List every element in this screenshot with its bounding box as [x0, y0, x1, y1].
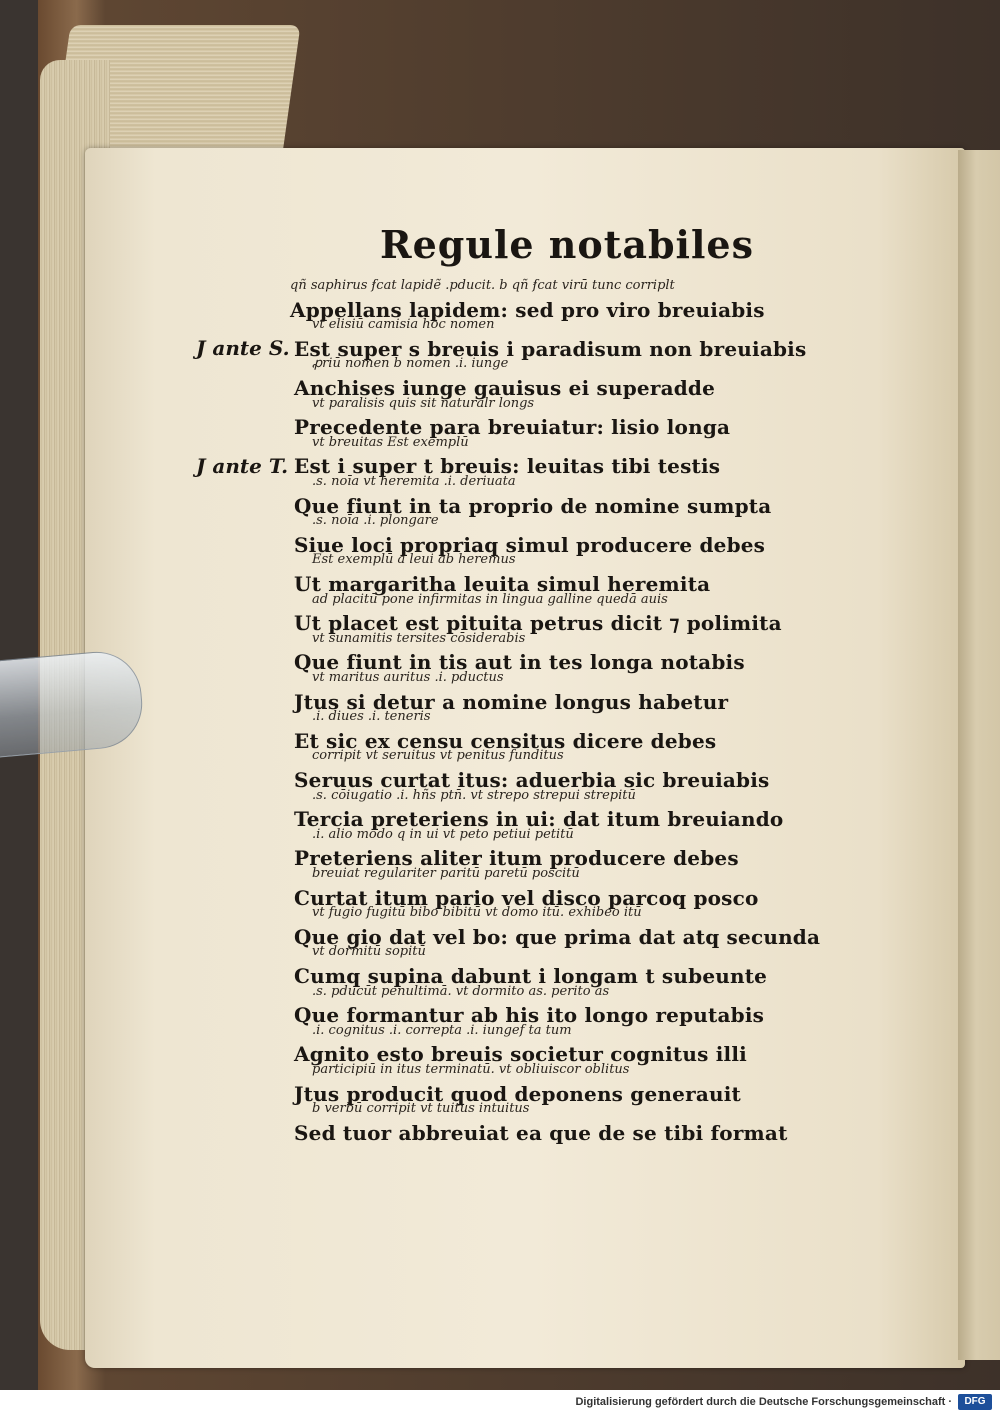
verse-line: Sed tuor abbreuiat ea que de se tibi format [294, 1120, 788, 1145]
footer-credit: Digitalisierung gefördert durch die Deutsche Forschungsgemeinschaft · [575, 1396, 952, 1408]
verse-line: Ut placet est pituita petrus dicit ⁊ polimita [294, 611, 782, 636]
verse-line: Siue loci propriaq simul producere debes [294, 532, 766, 557]
gloss-line: vt maritus auritus .i. pductus [312, 670, 504, 685]
verse-line: Est i super t breuis: leuitas tibi testis [294, 454, 721, 479]
verse-line: Seruus curtat itus: aduerbia sic breuiabis [294, 768, 770, 792]
gloss-line: Est exemplū a leui ab heremus [312, 552, 516, 568]
verse-line: Precedente para breuiatur: lisio longa [294, 415, 731, 440]
margin-note: J ante T. [196, 454, 289, 478]
verse-line: Cumq supina dabunt i longam t subeunte [294, 964, 768, 988]
gloss-line: qñ saphirus ẜcat lapidẽ .pducit. b qñ ẜcat virū tunc corriplt [290, 278, 675, 293]
verse-line: Que fiunt in ta proprio de nomine sumpta [294, 493, 772, 518]
footer-bar [0, 1390, 1000, 1416]
verse-line: Curtat itum pario vel disco parcoq posco [294, 885, 759, 910]
gloss-line: .s. noīa .i. plongare [312, 513, 439, 529]
gloss-line: vt fugio fugitū bibo bibitū vt domo itū. exhibeo itū [312, 905, 642, 921]
gloss-line: .s. noīa vt heremita .i. deriuata [312, 474, 516, 489]
page-title: Regule notabiles [380, 222, 754, 267]
gloss-line: vt paralisis quis sit naturalr longs [312, 395, 535, 411]
verse-line: Est super s breuis i paradisum non breuiabis [294, 336, 807, 361]
margin-note: J ante S. [196, 336, 290, 360]
verse-line: Et sic ex censu censitus dicere debes [294, 728, 717, 753]
gloss-line: corripit vt seruitus vt penitus funditus [312, 748, 564, 764]
verse-line: Agnito esto breuis societur cognitus illi [294, 1042, 747, 1067]
gloss-line: participiū in itus terminatū. vt obliuiscor oblitus [312, 1062, 630, 1077]
verse-line: Que fiunt in tis aut in tes longa notabis [294, 650, 745, 675]
verse-line: Tercia preteriens in ui: dat itum breuiando [294, 807, 784, 832]
gloss-line: ꝓriū nomen b nomen .i. iunge [312, 356, 509, 372]
dfg-logo: DFG [958, 1394, 992, 1410]
gloss-line: ad placitū pone infirmitas in lingua galline quedā auis [312, 591, 668, 607]
gloss-line: .i. cognitus .i. correpta .i. iungef ta tum [312, 1022, 572, 1038]
verse-line: Anchises iunge gauisus ei superadde [294, 376, 716, 400]
gloss-line: vt dormitū sopitū [312, 944, 426, 960]
verse-line: Que formantur ab his ito longo reputabis [294, 1003, 765, 1028]
verse-line: Jtus si detur a nomine longus habetur [294, 689, 729, 714]
gloss-line: .s. cōiugatio .i. hñs ptn̄. vt strepo strepui strepitū [312, 787, 636, 803]
gloss-line: breuiat regulariter paritū paretū poscitū [312, 866, 580, 881]
verse-line: Ut margaritha leuita simul heremita [294, 572, 711, 596]
gloss-line: vt sunamitis tersites cōsiderabis [312, 630, 526, 646]
gloss-line: vt breuitas Est exemplū [312, 434, 469, 450]
verse-line: Appellans lapidem: sed pro viro breuiabis [290, 297, 765, 322]
gloss-line: .s. pducūt penultimā. vt dormito as. perito as [312, 983, 610, 999]
gloss-line: vt elisiū camisia hoc nomen [312, 317, 495, 333]
gloss-line: .i. diues .i. teneris [312, 709, 431, 725]
verse-line: Que gio dat vel bo: que prima dat atq secunda [294, 924, 821, 949]
verse-line: Preteriens aliter itum producere debes [294, 846, 739, 871]
gloss-line: b verbū corripit vt tuitus intuitus [312, 1101, 530, 1117]
verse-line: Jtus producit quod deponens generauit [294, 1081, 741, 1106]
gloss-line: .i. alio modo q in ui vt peto petiui petitū [312, 826, 574, 842]
